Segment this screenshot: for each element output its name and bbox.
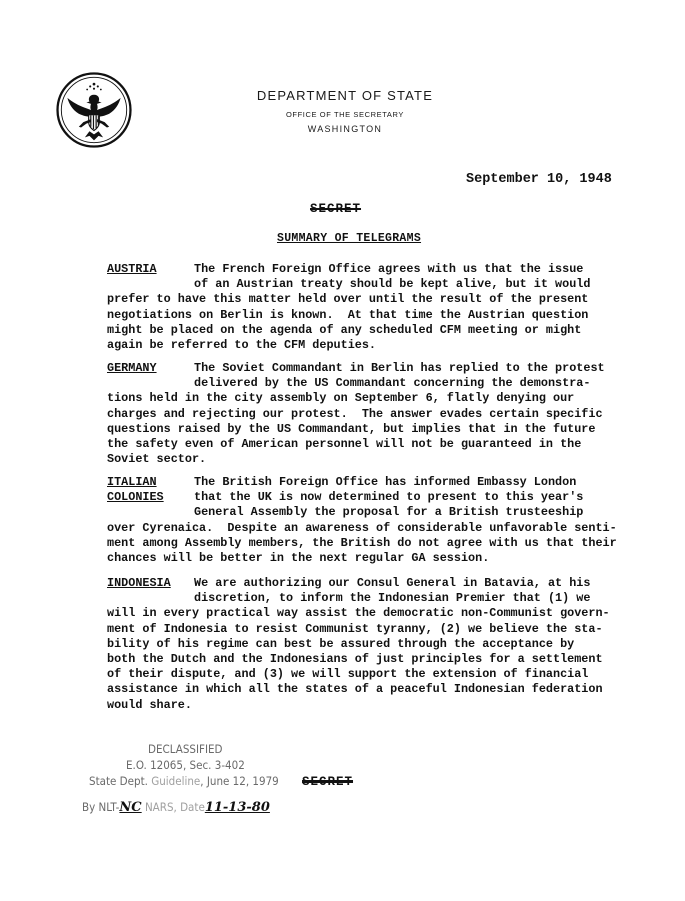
section-line: might be placed on the agenda of any scheduled CFM meeting or might xyxy=(107,322,582,337)
section-line: tions held in the city assembly on September 6, flatly denying our xyxy=(107,391,575,406)
section-line: of their dispute, and (3) we will support the extension of financial xyxy=(107,667,589,682)
section-heading: INDONESIA xyxy=(107,576,171,590)
section-heading-line2: COLONIES xyxy=(107,490,164,505)
section-line: The French Foreign Office agrees with us that the issue xyxy=(194,262,584,276)
section-line: discretion, to inform the Indonesian Premier that (1) we xyxy=(194,591,591,606)
section-indonesia xyxy=(107,576,610,713)
declassified-stamp-guideline xyxy=(89,774,279,788)
document-date: September 10, 1948 xyxy=(466,172,612,187)
section-line: ment of Indonesia to resist Communist tyranny, (2) we believe the sta- xyxy=(107,621,603,636)
guideline-prefix: State Dept. xyxy=(89,774,152,788)
declassified-stamp-by xyxy=(82,800,270,815)
great-seal-icon xyxy=(56,72,132,148)
section-line: We are authorizing our Consul General in Batavia, at his xyxy=(194,576,591,590)
letterhead-office: OFFICE OF THE SECRETARY xyxy=(286,110,404,119)
section-line: The British Foreign Office has informed Embassy London xyxy=(194,475,577,489)
section-line: would share. xyxy=(107,697,192,712)
section-heading: GERMANY xyxy=(107,361,157,375)
nars-date-label: NARS, Date xyxy=(141,800,205,814)
by-initials: NC xyxy=(119,800,142,815)
section-line: charges and rejecting our protest. The answer evades certain specific xyxy=(107,406,603,421)
section-line: over Cyrenaica. Despite an awareness of considerable unfavorable senti- xyxy=(107,520,617,535)
section-line: will in every practical way assist the democratic non-Communist govern- xyxy=(107,606,610,621)
section-line: bility of his regime can best be assured through the acceptance by xyxy=(107,636,575,651)
section-heading: AUSTRIA xyxy=(107,262,157,276)
section-line: prefer to have this matter held over until the result of the present xyxy=(107,292,589,307)
section-italian-colonies xyxy=(107,475,617,566)
section-germany xyxy=(107,361,607,467)
section-line: chances will be better in the next regular GA session. xyxy=(107,551,490,566)
section-line: again be referred to the CFM deputies. xyxy=(107,338,377,353)
declassified-stamp-authority: E.O. 12065, Sec. 3-402 xyxy=(126,758,245,772)
classification-marking-bottom: SECRET xyxy=(302,775,354,789)
section-line: that the UK is now determined to present to this year's xyxy=(194,490,584,505)
by-label: By NLT- xyxy=(82,800,120,814)
section-line: assistance in which all the states of a peaceful Indonesian federation xyxy=(107,682,603,697)
section-line: delivered by the US Commandant concerning the demonstra- xyxy=(194,376,591,391)
section-line: Soviet sector. xyxy=(107,452,207,467)
section-line: of an Austrian treaty should be kept alive, but it would xyxy=(194,277,591,292)
letterhead-department: DEPARTMENT OF STATE xyxy=(256,88,434,103)
guideline-date: , June 12, 1979 xyxy=(200,774,279,788)
letterhead-city: WASHINGTON xyxy=(307,124,383,134)
section-heading: ITALIAN xyxy=(107,475,157,489)
declassified-stamp-title: DECLASSIFIED xyxy=(148,742,223,756)
document-title: SUMMARY OF TELEGRAMS xyxy=(277,232,422,245)
section-line: negotiations on Berlin is known. At that time the Austrian question xyxy=(107,307,589,322)
section-line: questions raised by the US Commandant, but implies that in the future xyxy=(107,421,596,436)
section-line: General Assembly the proposal for a British trusteeship xyxy=(194,505,584,520)
classification-marking-top: SECRET xyxy=(310,202,362,216)
guideline-word: Guideline xyxy=(151,774,201,788)
declassification-date: 11-13-80 xyxy=(204,800,270,815)
section-austria xyxy=(107,262,607,353)
section-line: the safety even of American personnel will not be guaranteed in the xyxy=(107,437,582,452)
section-line: both the Dutch and the Indonesians of just principles for a settlement xyxy=(107,652,603,667)
section-line: The Soviet Commandant in Berlin has replied to the protest xyxy=(194,361,605,375)
section-line: ment among Assembly members, the British do not agree with us that their xyxy=(107,535,617,550)
